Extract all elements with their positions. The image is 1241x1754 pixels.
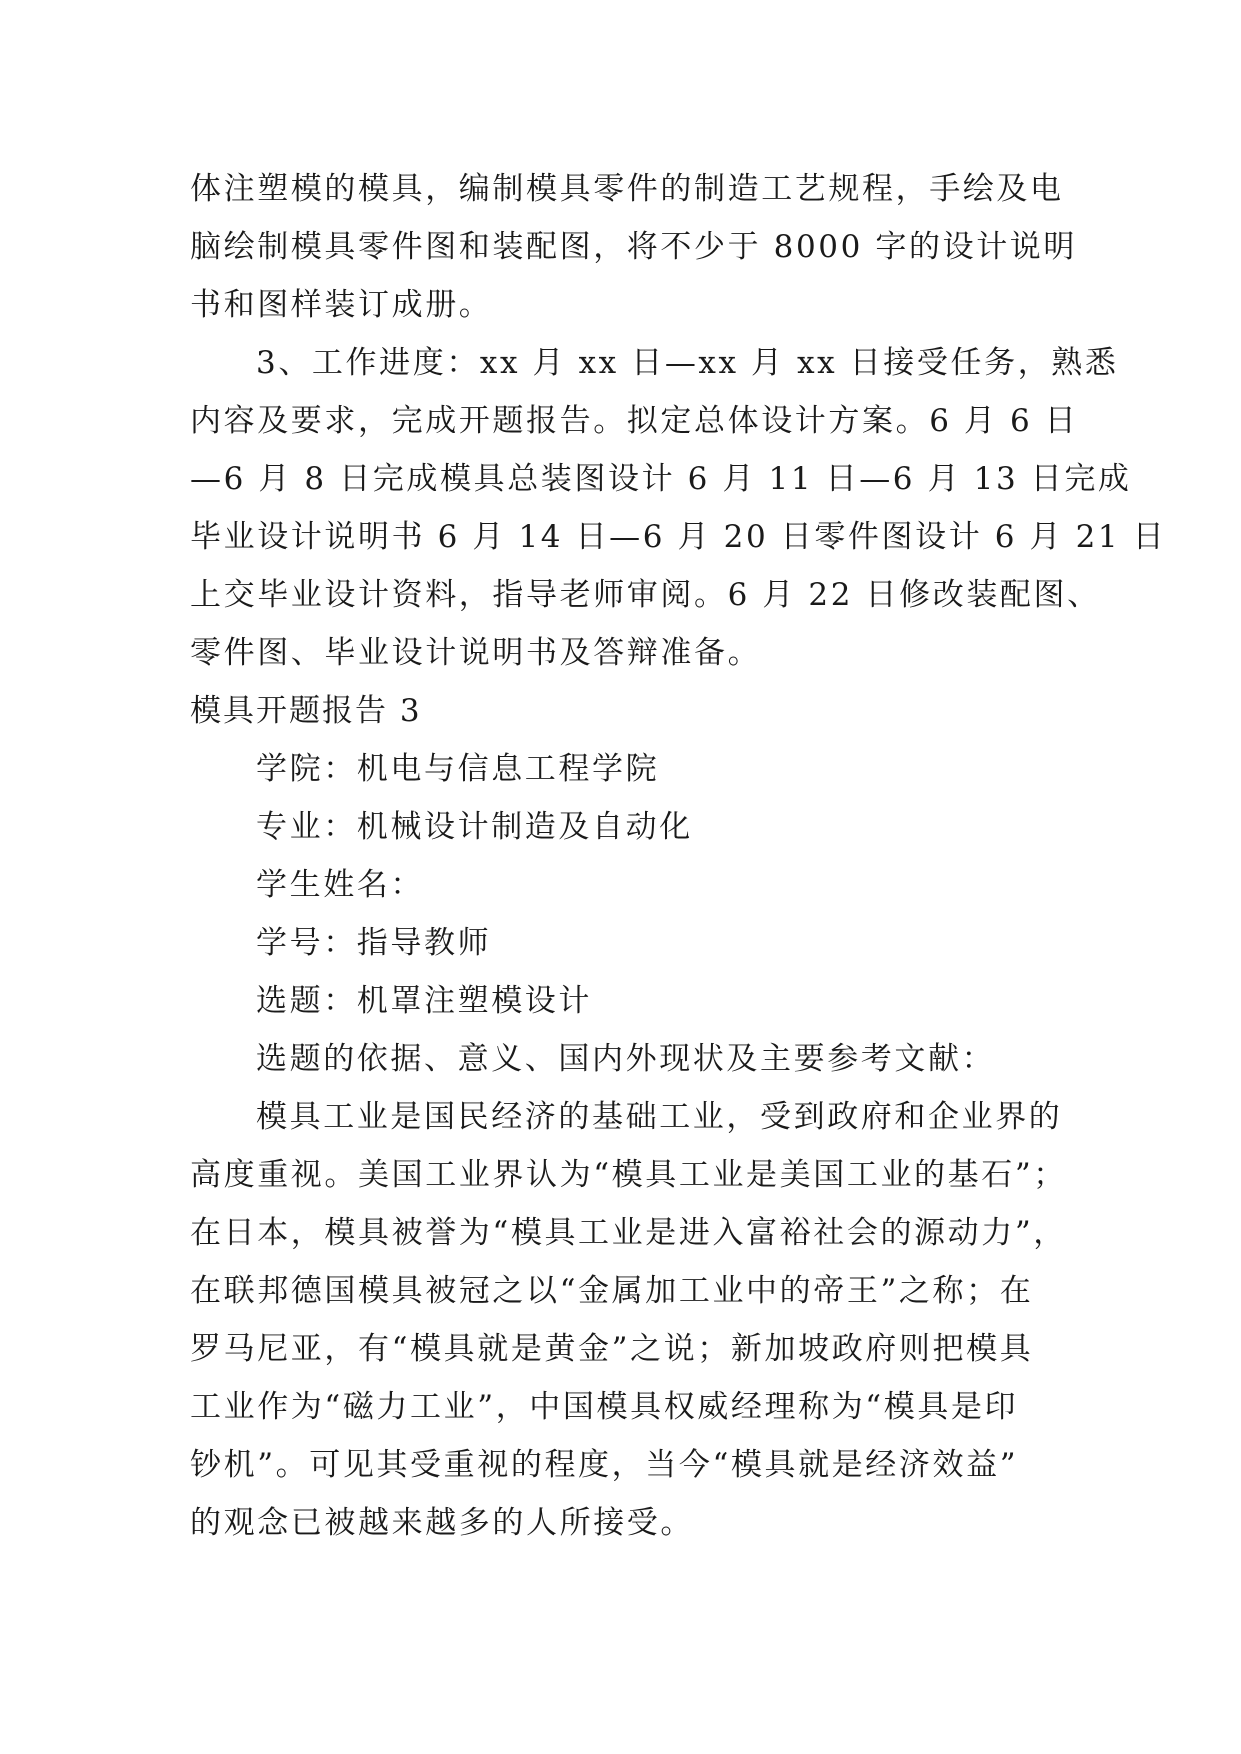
text-line: 脑绘制模具零件图和装配图，将不少于 8000 字的设计说明 [190,229,1077,265]
text-line: 钞机”。可见其受重视的程度，当今“模具就是经济效益” [190,1447,1019,1483]
document-page [190,160,1167,1552]
text-line: 的观念已被越来越多的人所接受。 [190,1505,694,1541]
major-field: 专业：机械设计制造及自动化 [256,809,693,845]
text-line: 书和图样装订成册。 [190,287,493,323]
text-line: 高度重视。美国工业界认为“模具工业是美国工业的基石”； [190,1157,1067,1193]
student-name-field: 学生姓名： [256,867,424,903]
text-line: 体注塑模的模具，编制模具零件的制造工艺规程，手绘及电 [190,171,1064,207]
college-field: 学院：机电与信息工程学院 [256,751,660,787]
text-line: 3、工作进度：xx 月 xx 日—xx 月 xx 日接受任务，熟悉 [256,345,1119,381]
text-line: 内容及要求，完成开题报告。拟定总体设计方案。6 月 6 日 [190,403,1079,439]
text-line: 模具工业是国民经济的基础工业，受到政府和企业界的 [256,1099,1063,1135]
topic-field: 选题：机罩注塑模设计 [256,983,592,1019]
text-line: 工业作为“磁力工业”，中国模具权威经理称为“模具是印 [190,1389,1019,1425]
report-title: 模具开题报告 3 [190,693,422,729]
basis-heading: 选题的依据、意义、国内外现状及主要参考文献： [256,1041,996,1077]
paragraph-design-tasks [190,160,1077,334]
text-line: 在日本，模具被誉为“模具工业是进入富裕社会的源动力”， [190,1215,1067,1251]
report-info [190,740,1060,1088]
student-id-field: 学号：指导教师 [256,925,492,961]
text-line: 毕业设计说明书 6 月 14 日—6 月 20 日零件图设计 6 月 21 日 [190,519,1167,555]
text-line: —6 月 8 日完成模具总装图设计 6 月 11 日—6 月 13 日完成 [190,461,1132,497]
text-line: 零件图、毕业设计说明书及答辩准备。 [190,635,762,671]
text-line: 在联邦德国模具被冠之以“金属加工业中的帝王”之称；在 [190,1273,1034,1309]
paragraph-mold-industry [190,1088,1067,1552]
paragraph-work-schedule [190,334,1167,682]
text-line: 罗马尼亚，有“模具就是黄金”之说；新加坡政府则把模具 [190,1331,1034,1367]
text-line: 上交毕业设计资料，指导老师审阅。6 月 22 日修改装配图、 [190,577,1101,613]
